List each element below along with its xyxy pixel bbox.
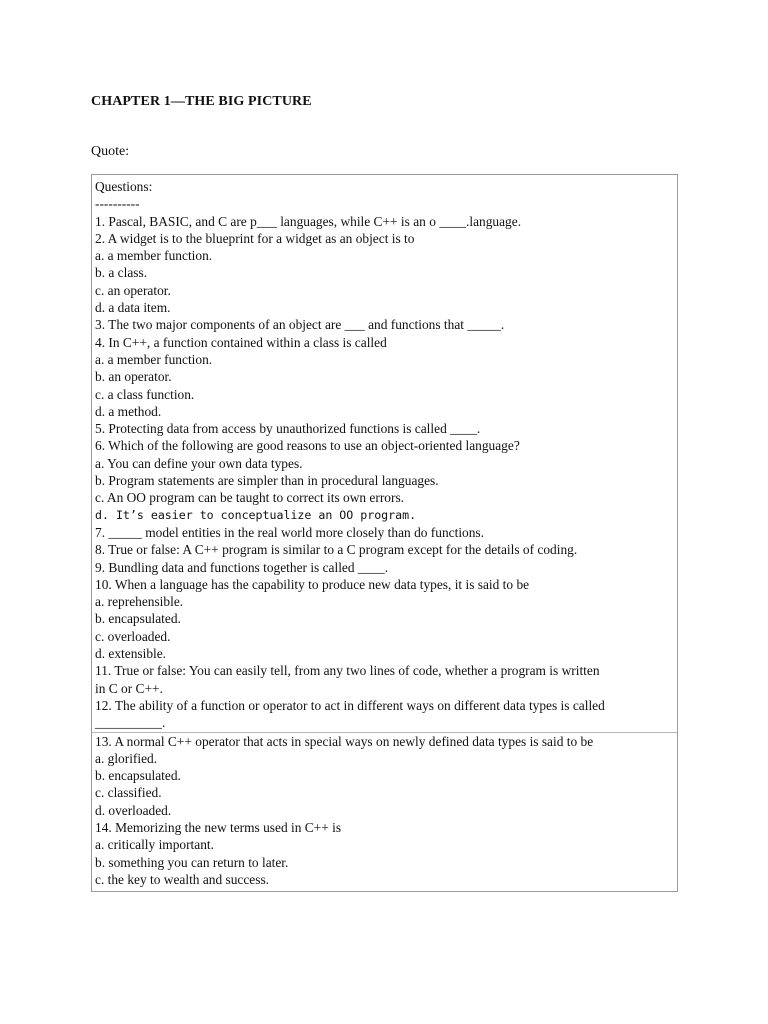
question-line: in C or C++.: [95, 680, 163, 696]
dashes-separator: ----------: [95, 196, 140, 212]
question-line: 14. Memorizing the new terms used in C++ is: [95, 819, 342, 835]
questions-box: [91, 174, 678, 892]
question-line: d. overloaded.: [95, 802, 172, 818]
question-line: 5. Protecting data from access by unauthorized functions is called ____.: [95, 421, 481, 437]
question-line: b. something you can return to later.: [95, 854, 289, 870]
question-line: c. a class function.: [95, 386, 195, 402]
chapter-title: CHAPTER 1—THE BIG PICTURE: [91, 94, 312, 109]
question-line: a. a member function.: [95, 351, 213, 367]
question-line: b. encapsulated.: [95, 611, 181, 627]
question-line: __________.: [95, 715, 166, 731]
question-line: d. a data item.: [95, 300, 171, 316]
questions-heading: Questions:: [95, 179, 153, 194]
question-line: 11. True or false: You can easily tell, from any two lines of code, whether a program is written: [95, 663, 600, 679]
question-line: a. You can define your own data types.: [95, 455, 303, 471]
question-line: d. It’s easier to conceptualize an OO program.: [95, 507, 417, 522]
question-line: 6. Which of the following are good reasons to use an object-oriented language?: [95, 438, 520, 454]
question-line: b. encapsulated.: [95, 768, 181, 784]
question-line: c. overloaded.: [95, 628, 171, 644]
question-line: 3. The two major components of an object are ___ and functions that _____.: [95, 317, 505, 333]
question-line: 13. A normal C++ operator that acts in special ways on newly defined data types is said to be: [95, 733, 594, 749]
question-line: d. a method.: [95, 403, 162, 419]
question-line: a. glorified.: [95, 750, 158, 766]
question-line: b. Program statements are simpler than in procedural languages.: [95, 473, 439, 489]
question-line: a. reprehensible.: [95, 594, 184, 610]
question-line: 10. When a language has the capability to produce new data types, it is said to be: [95, 576, 530, 592]
question-line: b. an operator.: [95, 369, 172, 385]
question-line: 1. Pascal, BASIC, and C are p___ languages, while C++ is an o ____.language.: [95, 213, 522, 229]
question-line: c. the key to wealth and success.: [95, 871, 270, 887]
question-line: d. extensible.: [95, 646, 167, 662]
question-line: c. An OO program can be taught to correct its own errors.: [95, 490, 405, 506]
question-line: a. a member function.: [95, 248, 213, 264]
question-line: c. an operator.: [95, 282, 171, 298]
quote-label: Quote:: [91, 144, 130, 159]
question-line: a. critically important.: [95, 837, 214, 853]
question-line: 4. In C++, a function contained within a class is called: [95, 334, 387, 350]
question-line: b. a class.: [95, 265, 148, 281]
question-lines: [95, 213, 674, 889]
question-line: 8. True or false: A C++ program is similar to a C program except for the details of coding.: [95, 542, 578, 558]
question-line: 12. The ability of a function or operator to act in different ways on different data types is called: [95, 697, 605, 713]
question-line: 7. _____ model entities in the real world more closely than do functions.: [95, 524, 484, 540]
question-line: c. classified.: [95, 785, 162, 801]
question-line: 2. A widget is to the blueprint for a widget as an object is to: [95, 230, 415, 246]
question-line: 9. Bundling data and functions together is called ____.: [95, 559, 389, 575]
